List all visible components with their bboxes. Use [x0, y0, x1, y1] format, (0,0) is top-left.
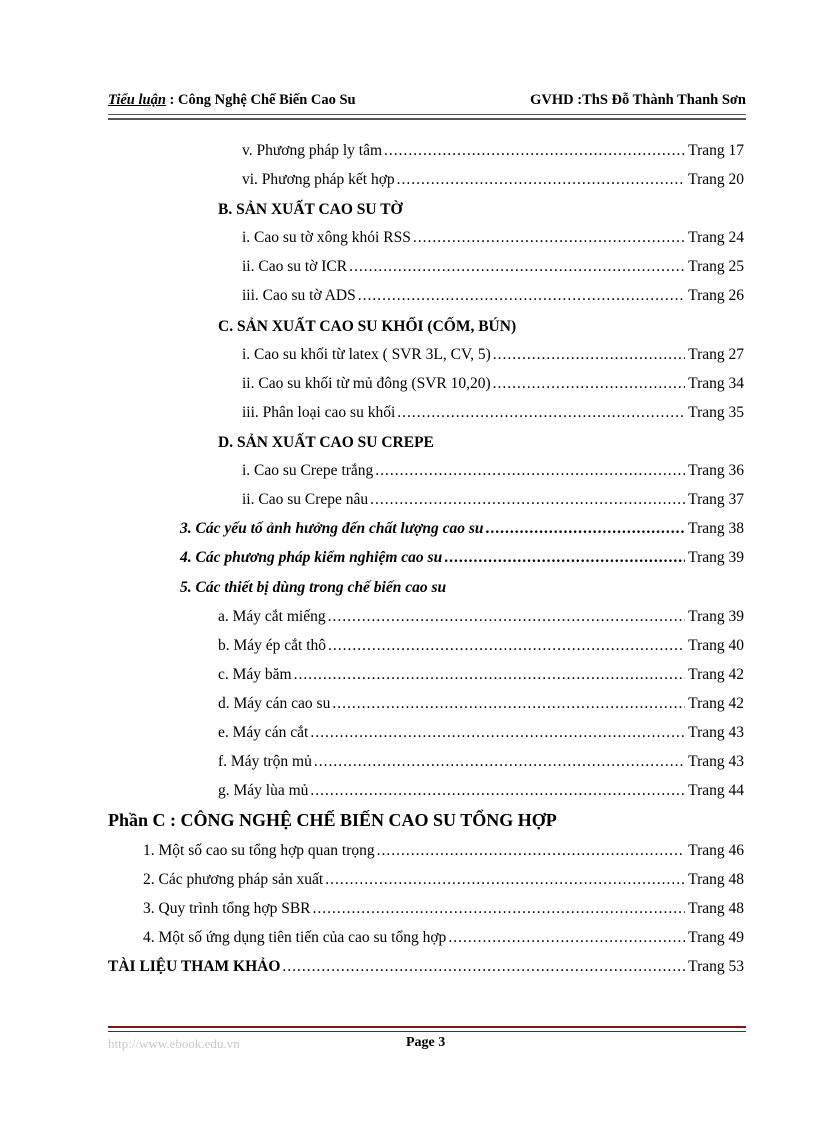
toc-leader — [444, 549, 685, 567]
toc-entry-label: 4. Các phương pháp kiểm nghiệm cao su — [180, 549, 443, 566]
toc-entry-label: 3. Các yếu tố ảnh hưởng đến chất lượng cao su — [180, 520, 484, 537]
toc-entry-page: Trang 26 — [688, 287, 744, 304]
toc-leader — [332, 695, 685, 713]
footer-divider — [108, 1026, 746, 1032]
toc-entry[interactable] — [242, 171, 744, 195]
toc-leader — [358, 287, 685, 305]
toc-entry-page: Trang 40 — [688, 637, 744, 654]
toc-entry-page: Trang 48 — [688, 900, 744, 917]
toc-entry-page: Trang 42 — [688, 666, 744, 683]
toc-entry[interactable] — [108, 958, 744, 982]
toc-entry-page: Trang 49 — [688, 929, 744, 946]
toc-entry-label: d. Máy cán cao su — [218, 695, 331, 712]
toc-leader — [313, 900, 686, 918]
toc-entry[interactable] — [242, 287, 744, 311]
toc-entry[interactable] — [242, 462, 744, 486]
toc-entry[interactable] — [242, 229, 744, 253]
toc-leader — [397, 171, 685, 189]
toc-leader — [282, 958, 685, 976]
header-doc-type: Tiểu luận — [108, 92, 166, 108]
toc-entry[interactable] — [180, 549, 744, 573]
toc-entry-label: f. Máy trộn mủ — [218, 753, 312, 770]
toc-leader — [413, 229, 685, 247]
toc-entry-page: Trang 37 — [688, 491, 744, 508]
toc-entry-page: Trang 25 — [688, 258, 744, 275]
toc-entry[interactable] — [218, 724, 744, 748]
header-subject: : Công Nghệ Chế Biến Cao Su — [165, 92, 356, 108]
toc-entry-label: e. Máy cán cắt — [218, 724, 309, 741]
toc-entry-label: 3. Quy trình tổng hợp SBR — [143, 900, 311, 917]
toc-leader — [328, 637, 685, 655]
toc-entry-label: i. Cao su Crepe trắng — [242, 462, 374, 479]
toc-entry-page: Trang 48 — [688, 871, 744, 888]
header-instructor: GVHD :ThS Đỗ Thành Thanh Sơn — [530, 92, 746, 108]
page-number: Page 3 — [406, 1035, 446, 1050]
toc-entry-label: a. Máy cắt miếng — [218, 608, 326, 625]
toc-entry[interactable] — [143, 929, 744, 953]
toc-leader — [325, 871, 685, 889]
toc-entry[interactable] — [242, 142, 744, 166]
page-header — [108, 88, 746, 112]
toc-entry[interactable] — [218, 782, 744, 806]
toc-entry-page: Trang 53 — [688, 958, 744, 975]
toc-entry-label: vi. Phương pháp kết hợp — [242, 171, 395, 188]
toc-section-heading: B. SẢN XUẤT CAO SU TỜ — [218, 201, 403, 218]
toc-leader — [384, 142, 685, 160]
toc-entry[interactable] — [180, 520, 744, 544]
toc-leader — [493, 375, 685, 393]
toc-entry-label: 2. Các phương pháp sản xuất — [143, 871, 324, 888]
toc-entry[interactable] — [218, 753, 744, 777]
header-divider — [108, 114, 746, 120]
toc-entry-page: Trang 43 — [688, 753, 744, 770]
toc-entry-page: Trang 44 — [688, 782, 744, 799]
toc-entry-page: Trang 34 — [688, 375, 744, 392]
toc-entry-label: c. Máy băm — [218, 666, 292, 683]
header-course-title — [108, 92, 356, 109]
toc-entry-label: g. Máy lùa mủ — [218, 782, 309, 799]
toc-entry[interactable] — [143, 871, 744, 895]
toc-entry[interactable] — [242, 404, 744, 428]
toc-leader — [397, 404, 685, 422]
toc-entry-label: v. Phương pháp ly tâm — [242, 142, 383, 159]
toc-entry-label: 1. Một số cao su tổng hợp quan trọng — [143, 842, 375, 859]
toc-section-heading: 5. Các thiết bị dùng trong chế biến cao su — [180, 579, 447, 596]
footer-url[interactable]: http://www.ebook.edu.vn — [108, 1036, 240, 1051]
toc-entry-label: iii. Phân loại cao su khối — [242, 404, 396, 421]
toc-entry[interactable] — [218, 666, 744, 690]
toc-entry-page: Trang 39 — [688, 608, 744, 625]
toc-entry[interactable] — [143, 900, 744, 924]
toc-entry-page: Trang 20 — [688, 171, 744, 188]
toc-leader — [448, 929, 685, 947]
toc-leader — [349, 258, 685, 276]
toc-entry-label: 4. Một số ứng dụng tiên tiến của cao su tổng hợp — [143, 929, 447, 946]
toc-leader — [314, 753, 685, 771]
toc-leader — [493, 346, 685, 364]
toc-leader — [370, 491, 685, 509]
toc-entry-page: Trang 27 — [688, 346, 744, 363]
toc-entry-label: i. Cao su tờ xông khói RSS — [242, 229, 411, 246]
toc-leader — [485, 520, 685, 538]
toc-entry-page: Trang 36 — [688, 462, 744, 479]
toc-leader — [328, 608, 686, 626]
toc-entry-page: Trang 39 — [688, 549, 744, 566]
toc-entry[interactable] — [242, 375, 744, 399]
toc-entry[interactable] — [242, 346, 744, 370]
toc-entry-label: b. Máy ép cắt thô — [218, 637, 327, 654]
toc-entry-label: ii. Cao su tờ ICR — [242, 258, 348, 275]
toc-entry-page: Trang 46 — [688, 842, 744, 859]
toc-entry[interactable] — [242, 491, 744, 515]
toc-entry-label: i. Cao su khối từ latex ( SVR 3L, CV, 5) — [242, 346, 491, 363]
toc-part-heading: Phần C : CÔNG NGHỆ CHẾ BIẾN CAO SU TỔNG HỢP — [108, 810, 557, 830]
toc-entry-label: iii. Cao su tờ ADS — [242, 287, 356, 304]
toc-entry-page: Trang 17 — [688, 142, 744, 159]
toc-section-heading: C. SẢN XUẤT CAO SU KHỐI (CỐM, BÚN) — [218, 318, 517, 335]
toc-leader — [377, 842, 686, 860]
toc-leader — [294, 666, 686, 684]
toc-leader — [375, 462, 685, 480]
toc-leader — [310, 782, 685, 800]
toc-entry-page: Trang 38 — [688, 520, 744, 537]
toc-leader — [310, 724, 685, 742]
toc-entry-page: Trang 43 — [688, 724, 744, 741]
toc-entry[interactable] — [143, 842, 744, 866]
toc-section-heading: D. SẢN XUẤT CAO SU CREPE — [218, 434, 434, 451]
toc-entry-page: Trang 24 — [688, 229, 744, 246]
toc-entry-page: Trang 35 — [688, 404, 744, 421]
toc-entry[interactable] — [218, 608, 744, 632]
toc-entry[interactable] — [242, 258, 744, 282]
toc-entry[interactable] — [218, 695, 744, 719]
toc-entry-label: ii. Cao su Crepe nâu — [242, 491, 369, 508]
toc-entry-page: Trang 42 — [688, 695, 744, 712]
toc-entry-label: TÀI LIỆU THAM KHẢO — [108, 958, 281, 975]
toc-entry[interactable] — [218, 637, 744, 661]
toc-entry-label: ii. Cao su khối từ mủ đông (SVR 10,20) — [242, 375, 491, 392]
